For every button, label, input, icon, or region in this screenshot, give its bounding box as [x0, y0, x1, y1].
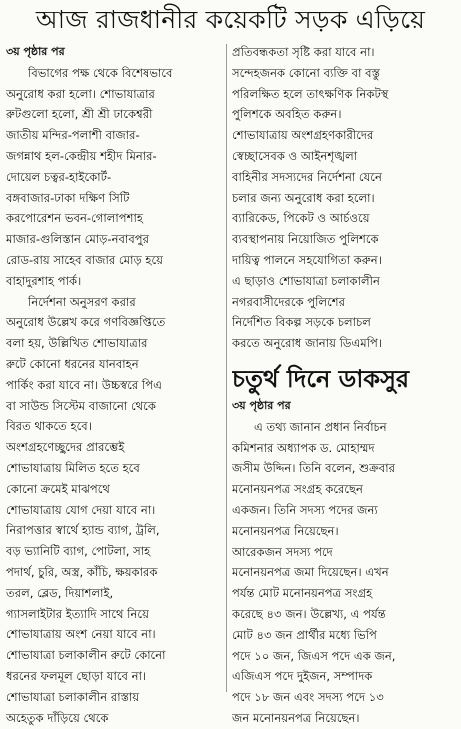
- text-line: পর্যন্ত মোট মনোনয়নপত্র সংগ্রহ: [232, 586, 373, 601]
- text-line: কমিশনার অধ্যাপক ড. মোহাম্মদ: [232, 440, 375, 455]
- text-line: শোভাযাত্রায় অংশ নেয়া যাবে না।: [6, 627, 156, 642]
- text-line: মাজার-গুলিস্তান মোড়-নবাবপুর: [6, 232, 150, 247]
- text-line: বড় ভ্যানিটি ব্যাগ, পোটলা, সাহ: [6, 544, 151, 559]
- text-line: অংশগ্রহণেচ্ছুদের প্রারম্ভেই: [6, 440, 125, 455]
- text-line: পদার্থ, চুরি, অস্ত্র, কাঁচি, ক্ষয়কারক: [6, 564, 158, 579]
- text-line: পার্কিং করা যাবে না। উচ্চস্বরে পিএ: [6, 377, 162, 392]
- text-line: স্বেচ্ছাসেবক ও আইনশৃঙ্খলা: [232, 148, 358, 163]
- text-line: রোড-রায় সাহেব বাজার মোড় হয়ে: [6, 252, 163, 267]
- text-line: ব্যারিকেড, পিকেট ও আর্চওয়ে: [232, 211, 370, 226]
- text-line: অনুরোধ করা হলো। শোভাযাত্রার: [6, 86, 155, 101]
- text-line: রুটগুলো হলো, শ্রী শ্রী ঢাকেশ্বরী: [6, 107, 153, 122]
- text-line: শোভাযাত্রায় মিলিত হতে হবে: [6, 460, 140, 475]
- article-column-right: [232, 42, 458, 729]
- headline: আজ রাজধানীর কয়েকটি সড়ক এড়িয়ে: [35, 5, 426, 34]
- text-line: কোনো ক্রমেই মাঝপথে: [6, 481, 110, 496]
- continuation-reference: ৩য় পৃষ্ঠার পর: [6, 45, 65, 58]
- text-line: প্রতিবন্ধকতা সৃষ্টি করা যাবে না।: [232, 45, 375, 59]
- text-line: শোভাযাত্রা চলাকালীন রাস্তায়: [6, 689, 140, 704]
- text-line: রুটে কোনো ধরনের যানবাহন: [6, 356, 139, 371]
- text-line: এ তথ্য জানান প্রধান নির্বাচন: [254, 419, 387, 434]
- text-line: মনোনয়নপত্র জমা দিয়েছেন। এখন: [232, 565, 389, 580]
- text-line: গ্যাসলাইটার ইত্যাদি সাথে নিয়ে: [6, 606, 149, 621]
- text-line: পুলিশকে অবহিত করুন।: [232, 107, 342, 122]
- text-line: ব্যবস্থাপনায় নিয়োজিত পুলিশকে: [232, 232, 379, 247]
- text-line: পদে ১৮ জন এবং সদস্য পদে ১৩: [232, 690, 384, 705]
- left-column-body: [6, 63, 222, 729]
- continuation-reference-2: ৩য় পৃষ্ঠার পর: [232, 398, 291, 412]
- text-line: বিরত থাকতে হবে।: [6, 419, 92, 434]
- text-line: মনোনয়নপত্র সংগ্রহ করেছেন: [232, 482, 363, 497]
- text-line: পরিলক্ষিত হলে তাৎক্ষণিক নিকটস্থ: [232, 86, 389, 101]
- text-line: বঙ্গবাজার-ঢাকা দক্ষিণ সিটি: [6, 190, 130, 205]
- text-line: করেছে ৪৩ জন। উল্লেখ্য, এ পর্যন্ত: [232, 606, 386, 621]
- text-line: শোভাযাত্রায় যোগ দেয়া যাবে না।: [6, 502, 156, 517]
- text-line: চলার জন্য অনুরোধ করা হলো।: [232, 190, 375, 205]
- text-line: বাহিনীর সদস্যদের নির্দেশনা যেনে: [232, 169, 382, 184]
- text-line: শোভাযাত্রা চলাকালীন রুটে কোনো: [6, 648, 166, 663]
- text-line: বিভাগের পক্ষ থেকে বিশেষভাবে: [28, 65, 173, 80]
- right-column-body-bottom: [232, 417, 458, 729]
- text-line: বাহাদুরশাহ পার্ক।: [6, 273, 82, 288]
- article-column-left: [6, 42, 222, 728]
- text-line: জন মনোনয়নপত্র নিয়েছেন।: [232, 710, 360, 725]
- text-line: অহেতুক দাঁড়িয়ে থেকে: [6, 710, 109, 725]
- text-line: নিরাপত্তার স্বার্থে হ্যান্ড ব্যাগ, ট্রলি,: [6, 523, 160, 538]
- text-line: তরল, ব্লেড, দিয়াশলাই,: [6, 585, 114, 600]
- text-line: করতে অনুরোধ জানায় ডিএমপি।: [232, 336, 383, 351]
- text-line: সন্দেহজনক কোনো ব্যক্তি বা বস্তু: [232, 65, 380, 80]
- text-line: দোয়েল চত্বর-হাইকোর্ট-: [6, 169, 112, 184]
- text-line: করপোরেশন ভবন-গোলাপশাহ: [6, 211, 143, 226]
- text-line: বা সাউন্ড সিস্টেম বাজানো থেকে: [6, 398, 156, 413]
- text-line: এ ছাড়াও শোভাযাত্রা চলাকালীন: [232, 273, 380, 288]
- text-line: এজিএস পদে দুইজন, সম্পাদক: [232, 669, 373, 684]
- text-line: নগরবাসীদেরকে পুলিশের: [232, 294, 345, 309]
- text-line: শোভাযাত্রায় অংশগ্রহণকারীদের: [232, 128, 374, 143]
- text-line: বলা হয়, উল্লিখিত শোভাযাত্রার: [6, 336, 148, 351]
- text-line: জগন্নাথ হল-কেন্দ্রীয় শহীদ মিনার-: [6, 148, 157, 163]
- text-line: দায়িত্ব পালনে সহযোগিতা করুন।: [232, 252, 382, 267]
- right-column-body-top: [232, 42, 458, 354]
- text-line: অনুরোধ উল্লেখ করে গণবিজ্ঞপ্তিতে: [6, 315, 166, 330]
- text-line: জাতীয় মন্দির-পলাশী বাজার-: [6, 128, 140, 143]
- text-line: জসীম উদ্দিন। তিনি বলেন, শুক্রবার: [232, 461, 395, 476]
- text-line: পদে ১০ জন, জিএস পদে এক জন,: [232, 648, 396, 663]
- text-line: নির্দেশনা অনুসরণ করার: [28, 294, 136, 309]
- text-line: নির্দেশিত বিকল্প সড়কে চলাচল: [232, 315, 371, 330]
- column-divider: [226, 44, 227, 692]
- text-line: একজন। তিনি সদস্য পদের জন্য: [232, 502, 378, 517]
- text-line: মনোনয়নপত্র নিয়েছেন।: [232, 523, 339, 538]
- subheadline: চতুর্থ দিনে ডাকসুর: [232, 364, 410, 393]
- text-line: ধরনের ফলমূল ছোড়া যাবে না।: [6, 668, 147, 683]
- text-line: আরেকজন সদস্য পদে: [232, 544, 333, 559]
- text-line: মোট ৪৩ জন প্রার্থীর মধ্যে ভিপি: [232, 627, 377, 642]
